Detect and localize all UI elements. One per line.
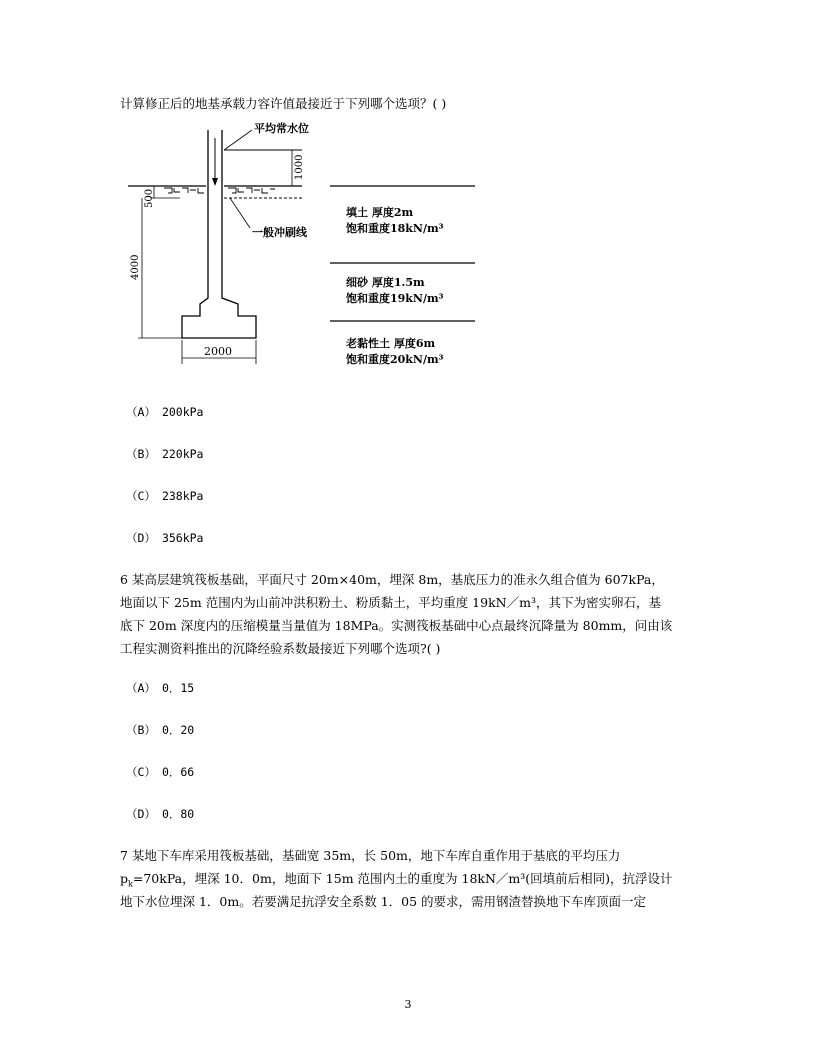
q6-line-2: 地面以下 25m 范围内为山前冲洪积粉土、粉质黏土，平均重度 19kN／m³，其下为密实卵石，基	[120, 595, 661, 610]
q5-option-a: （A） 200kPa	[126, 405, 204, 419]
q6-option-d: （D） 0．80	[126, 807, 195, 821]
q5-option-b: （B） 220kPa	[126, 447, 204, 461]
dim-1000: 1000	[294, 154, 305, 180]
layer-2-weight: 饱和重度19kN/m³	[346, 292, 444, 305]
layer-1-weight: 饱和重度18kN/m³	[346, 222, 444, 235]
q6-line-4: 工程实测资料推出的沉降经验系数最接近下列哪个选项?( )	[120, 641, 441, 656]
q5-option-c: （C） 238kPa	[126, 489, 204, 503]
flow-arrowhead	[212, 178, 218, 186]
q7-line-1: 7 某地下车库采用筏板基础，基础宽 35m，长 50m，地下车库自重作用于基底的平均压力	[120, 848, 621, 863]
dim-4000: 4000	[130, 254, 141, 280]
scour-line-label: 一般冲刷线	[252, 226, 307, 239]
layer-3-name: 老黏性土 厚度6m	[346, 337, 436, 350]
q6-option-b: （B） 0．20	[126, 723, 195, 737]
question-intro: 计算修正后的地基承载力容许值最接近于下列哪个选项？( )	[120, 96, 447, 111]
fill-hatch	[164, 188, 275, 193]
q7-line-2: $p_k=70kPa$，埋深 10．0m，地面下 15m 范围内土的重度为 18kN／m³(回填前后相同)，抗浮设计	[120, 871, 673, 889]
q6-line-1: 6 某高层建筑筏板基础，平面尺寸 20m×40m，埋深 8m，基底压力的准永久组合值为 607kPa，	[120, 572, 664, 587]
foundation-diagram	[120, 118, 490, 373]
q5-option-d: （D） 356kPa	[126, 531, 204, 545]
layer-3-weight: 饱和重度20kN/m³	[346, 353, 444, 366]
q6-option-a: （A） 0．15	[126, 681, 195, 695]
dim-2000: 2000	[204, 345, 232, 358]
q7-line-3: 地下水位埋深 1．0m。若要满足抗浮安全系数 1．05 的要求，需用钢渣替换地下车库顶面一定	[120, 894, 647, 909]
dim-500: 500	[144, 188, 155, 208]
page-number: 3	[404, 998, 412, 1011]
q6-line-3: 底下 20m 深度内的压缩模量当量值为 18MPa。实测筏板基础中心点最终沉降量为 80mm，问由该	[120, 618, 673, 633]
water-level-leader	[224, 130, 252, 150]
pier-and-footing	[182, 130, 256, 338]
layer-1-name: 填土 厚度2m	[346, 206, 414, 219]
q6-option-c: （C） 0．66	[126, 765, 195, 779]
scour-leader	[230, 198, 250, 228]
water-level-label: 平均常水位	[254, 122, 309, 135]
layer-2-name: 细砂 厚度1.5m	[346, 276, 425, 289]
